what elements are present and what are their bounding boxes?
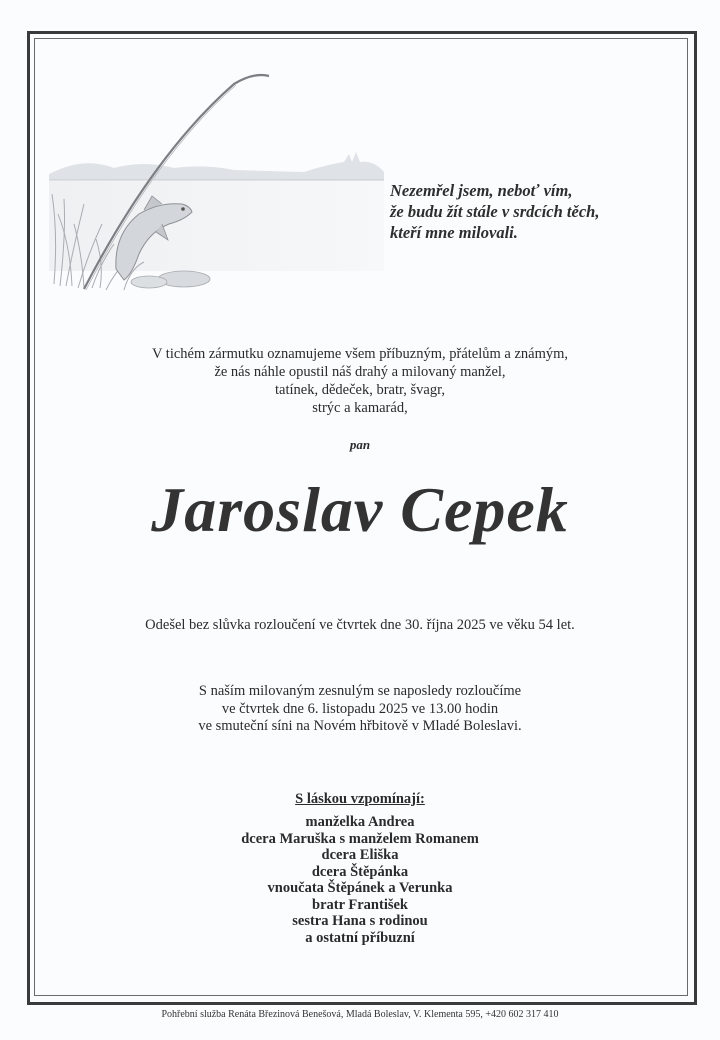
mourners-list: [40, 814, 680, 946]
announcement-text: [40, 345, 680, 417]
fishing-scene-illustration: [44, 64, 394, 296]
honorific: pan: [349, 437, 371, 452]
announcement-line: tatínek, dědeček, bratr, švagr,: [275, 382, 445, 398]
ceremony-line: ve smuteční síni na Novém hřbitově v Mladé Boleslavi.: [198, 718, 522, 734]
mourner-item: manželka Andrea: [305, 814, 415, 830]
mourner-item: vnoučata Štěpánek a Verunka: [267, 880, 453, 896]
announcement-line: V tichém zármutku oznamujeme všem příbuzným, přátelům a známým,: [151, 346, 569, 362]
mourner-item: bratr František: [312, 896, 408, 913]
epigraph-line: že budu žít stále v srdcích těch,: [390, 202, 600, 221]
epigraph-line: Nezemřel jsem, neboť vím,: [390, 181, 573, 200]
announcement-line: strýc a kamarád,: [312, 400, 408, 416]
mourner-item: dcera Maruška s manželem Romanem: [241, 830, 479, 847]
mourners-heading: S láskou vzpomínají:: [295, 791, 425, 807]
ceremony-line: ve čtvrtek dne 6. listopadu 2025 ve 13.00 hodin: [221, 700, 499, 717]
mourner-item: a ostatní příbuzní: [305, 929, 415, 946]
announcement-line: že nás náhle opustil náš drahý a milovaný manžel,: [214, 364, 506, 380]
funeral-service-footer: Pohřební služba Renáta Březinová Benešová, Mladá Boleslav, V. Klementa 595, +420 602 317 410: [161, 1009, 559, 1020]
epigraph-quote: [390, 180, 690, 243]
epigraph-line: kteří mne milovali.: [390, 223, 518, 242]
deceased-name: Jaroslav Cepek: [151, 474, 569, 545]
ceremony-details: [40, 683, 680, 736]
mourner-item: dcera Štěpánka: [311, 863, 409, 880]
death-notice: Odešel bez slůvka rozloučení ve čtvrtek dne 30. října 2025 ve věku 54 let.: [145, 617, 575, 633]
mourner-item: dcera Eliška: [321, 847, 399, 863]
ceremony-line: S naším milovaným zesnulým se naposledy rozloučíme: [198, 683, 522, 699]
mourner-item: sestra Hana s rodinou: [292, 913, 428, 929]
